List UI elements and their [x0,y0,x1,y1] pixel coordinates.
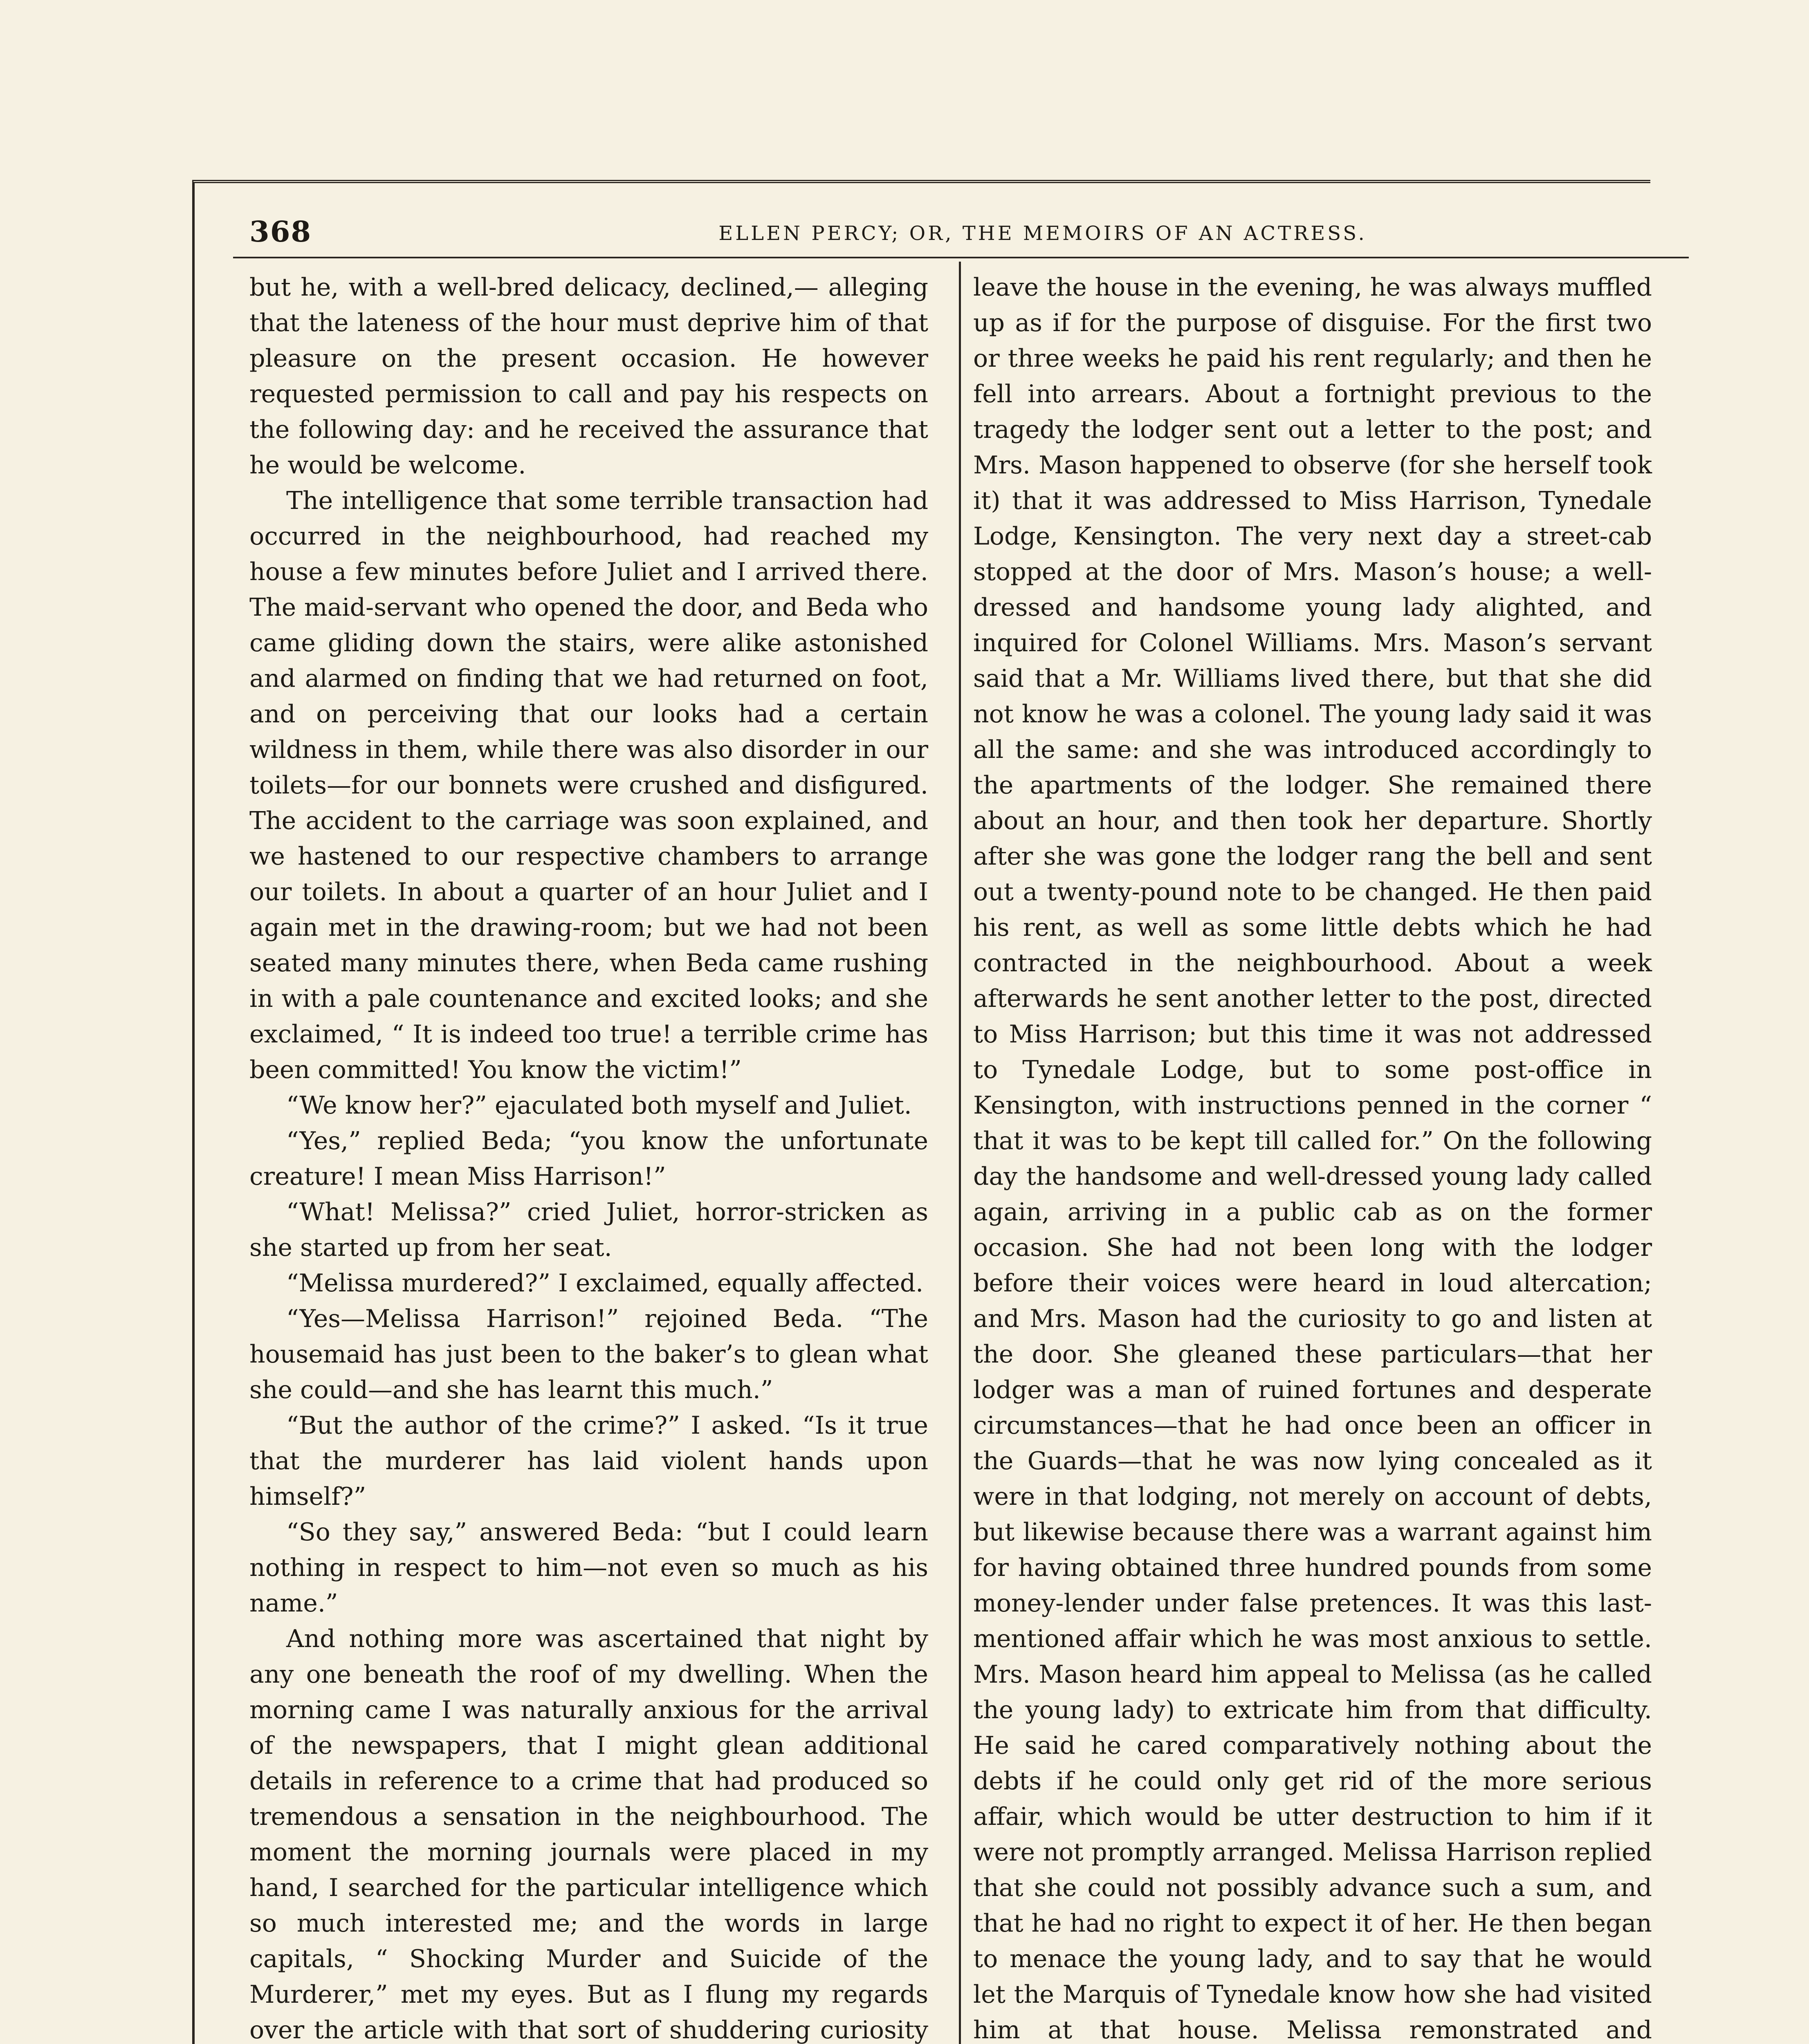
paragraph: “But the author of the crime?” I asked. “Is it true that the murderer has laid violent hands upon himself?” [249,1411,928,1511]
paragraph: And nothing more was ascertained that night by any one beneath the roof of my dwelling. When the morning came I was naturally anxious for the arrival of the newspapers, that I might glean additional details in reference to a crime that had produced so tremendous a sensation in the neighbourhood. The moment the morning journals were placed in my hand, I searched for the particular intelligence which so much interested me; and the words in large capitals, “ Shocking Murder and Suicide of the Murderer,” met my eyes. But as I flung my regards over the article with that sort of shuddering curiosity [249,1625,928,2044]
column-rule [959,262,961,2044]
page-number: 368 [249,215,312,249]
paragraph: The intelligence that some terrible transaction had occurred in the neighbourhood, had reached my house a few minutes before Juliet and I arrived there. The maid-servant who opened the door, and Beda who came gliding down the stairs, were alike astonished and alarmed on finding that we had returned on foot, and on perceiving that our looks had a certain wildness in them, while there was also disorder in our toilets—for our bonnets were crushed and disfigured. The accident to the carriage was soon explained, and we hastened to our respective chambers to arrange our toilets. In about a quarter of an hour Juliet and I again met in the drawing-room; but we had not been seated many minutes there, when Beda came rushing in with a pale countenance and excited looks; and she exclaimed, “ It is indeed too true! a terrible crime has been committed! You know the victim!” [249,486,928,1084]
paragraph: “What! Melissa?” cried Juliet, horror-stricken as she started up from her seat. [249,1198,928,1262]
running-head: ELLEN PERCY; OR, THE MEMOIRS OF AN ACTRESS. [718,222,1367,245]
paragraph: “Yes—Melissa Harrison!” rejoined Beda. “The housemaid has just been to the baker’s to glean what she could—and she has learnt this much.” [249,1304,928,1404]
left-column [249,270,928,2044]
header-rule [233,257,1689,258]
right-column [973,270,1652,2044]
paragraph: “Melissa murdered?” I exclaimed, equally affected. [286,1269,924,1298]
paragraph: “Yes,” replied Beda; “you know the unfortunate creature! I mean Miss Harrison!” [249,1127,928,1191]
page-header [249,215,1689,253]
paragraph: “So they say,” answered Beda: “but I could learn nothing in respect to him—not even so much as his name.” [249,1518,928,1618]
paragraph: but he, with a well-bred delicacy, declined,— alleging that the lateness of the hour must deprive him of that pleasure on the present occasion. He however requested permission to call and pay his respects on the following day: and he received the assurance that he would be welcome. [249,273,928,480]
paragraph: “We know her?” ejaculated both myself and Juliet. [286,1091,912,1120]
paragraph: leave the house in the evening, he was always muffled up as if for the purpose of disguise. For the first two or three weeks he paid his rent regularly; and then he fell into arrears. About a fortnight previous to the tragedy the lodger sent out a letter to the post; and Mrs. Mason happened to observe (for she herself took it) that it was addressed to Miss Harrison, Tynedale Lodge, Kensington. The very next day a street-cab stopped at the door of Mrs. Mason’s house; a well-dressed and handsome young lady alighted, and inquired for Colonel Williams. Mrs. Mason’s servant said that a Mr. Williams lived there, but that she did not know he was a colonel. The young lady said it was all the same: and she was introduced accordingly to the apartments of the lodger. She remained there about an hour, and then took her departure. Shortly after she was gone the lodger rang the bell and sent out a twenty-pound note to be changed. He then paid his rent, as well as some little debts which he had contracted in the neighbourhood. About a week afterwards he sent another letter to the post, directed to Miss Harrison; but this time it was not addressed to Tynedale Lodge, but to some post-office in Kensington, with instructions penned in the corner “ that it was to be kept till called for.” On the following day the handsome and well-dressed young lady called again, arriving in a public cab as on the former occasion. She had not been long with the lodger before their voices were heard in loud altercation; and Mrs. Mason had the curiosity to go and listen at the door. She gleaned these particulars—that her lodger was a man of ruined fortunes and desperate circumstances—that he had once been an officer in the Guards—that he was now lying concealed as it were in that lodging, not merely on account of debts, but likewise because there was a warrant against him for having obtained three hundred pounds from some money-lender under false pretences. It was this last-mentioned affair which he was most anxious to settle. Mrs. Mason heard him appeal to Melissa (as he called the young lady) to extricate him from that difficulty. He said he cared comparatively nothing about the debts if he could only get rid of the more serious affair, which would be utter destruction to him if it were not promptly arranged. Melissa Harrison replied that she could not possibly advance such a sum, and that he had no right to expect it of her. He then began to menace the young lady, and to say that he would let the Marquis of Tynedale know how she had visited him at that house. Melissa remonstrated and [973,273,1652,2044]
